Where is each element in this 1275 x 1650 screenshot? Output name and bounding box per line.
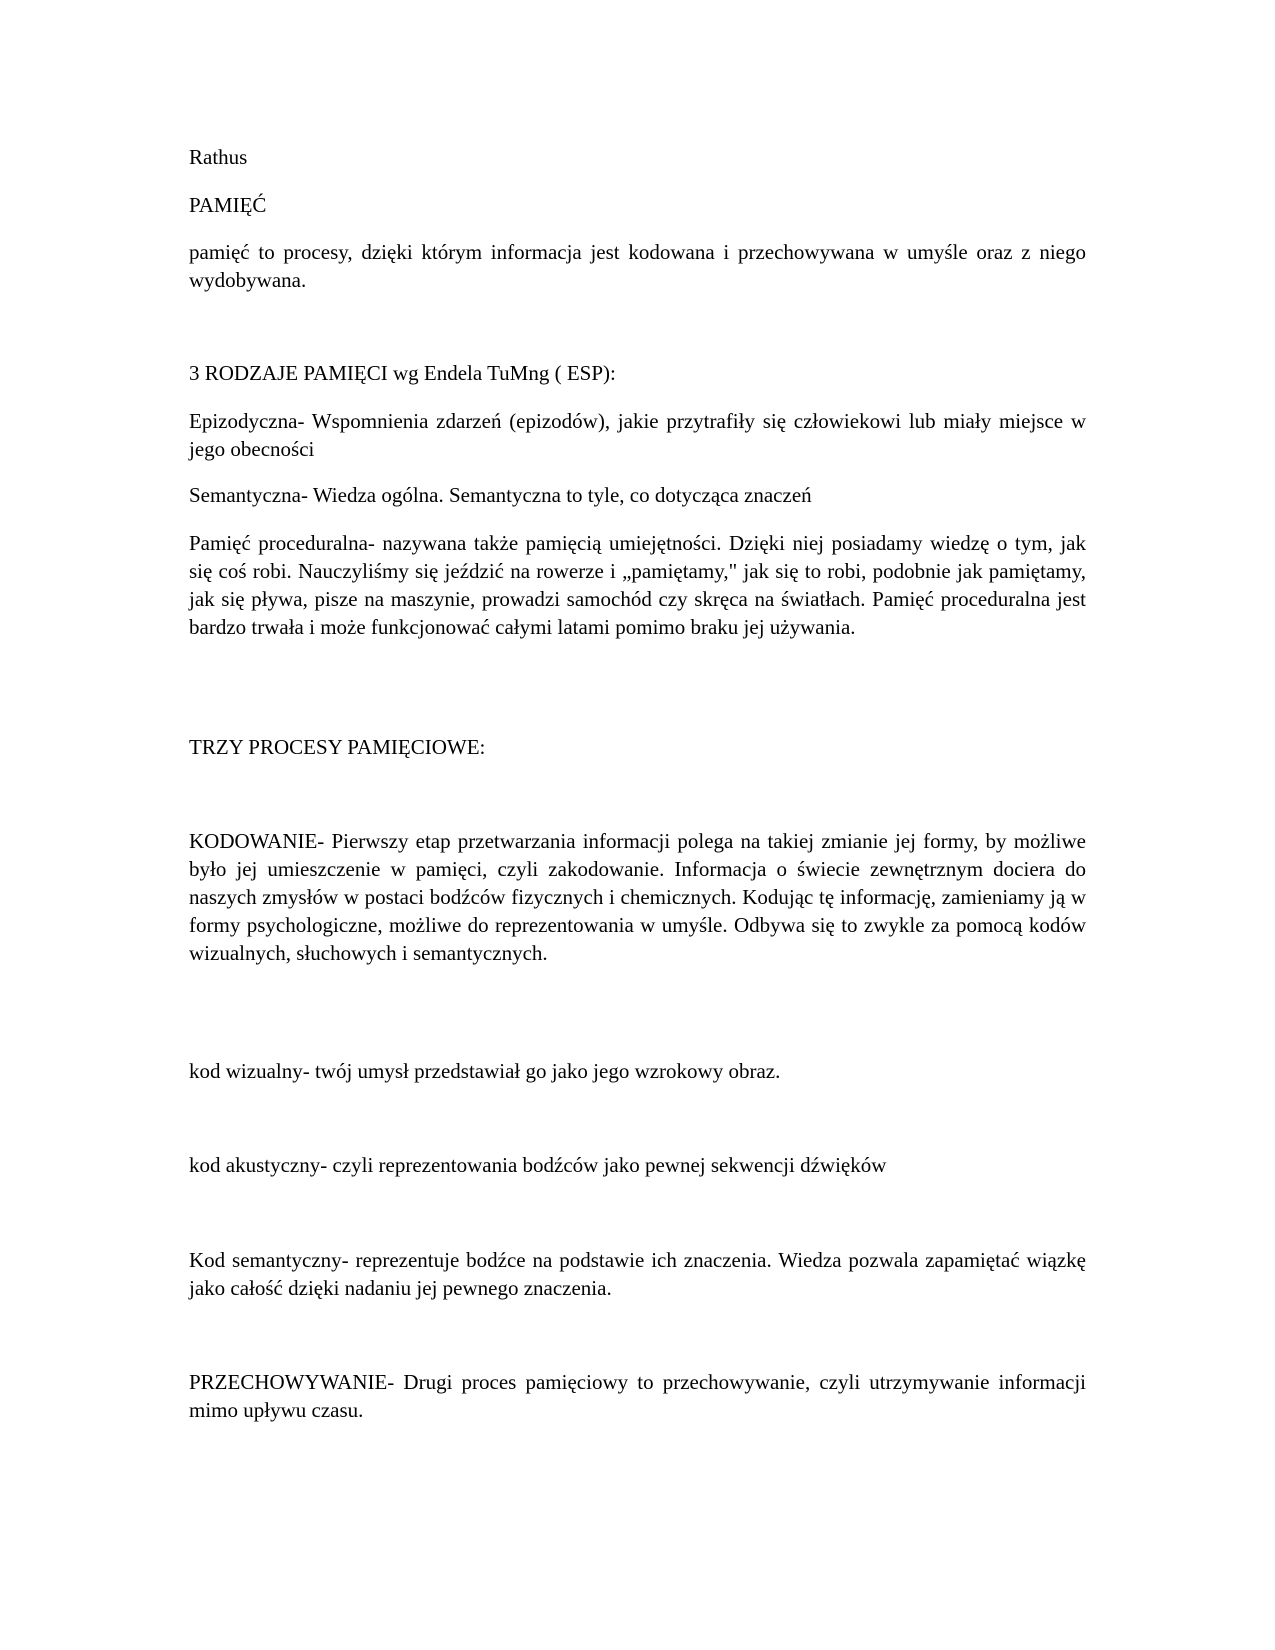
procedural-paragraph: Pamięć proceduralna- nazywana także pamięcią umiejętności. Dzięki niej posiadamy wiedzę o tym, jak się coś robi. Nauczyliśmy się jeździć na rowerze i „pamiętamy," jak się to robi, podobnie jak pamiętamy, jak się pływa, pisze na maszynie, prowadzi samochód czy skręca na światłach. Pamięć proceduralna jest bardzo trwała i może funkcjonować całymi latami pomimo braku jej używania. — [189, 531, 1086, 639]
visual-code-paragraph: kod wizualny- twój umysł przedstawiał go jako jego wzrokowy obraz. — [189, 1059, 781, 1083]
acoustic-code-paragraph: kod akustyczny- czyli reprezentowania bodźców jako pewnej sekwencji dźwięków — [189, 1153, 887, 1177]
memory-processes-heading: TRZY PROCESY PAMIĘCIOWE: — [189, 735, 486, 759]
semantic-code-paragraph: Kod semantyczny- reprezentuje bodźce na podstawie ich znaczenia. Wiedza pozwala zapamiętać wiązkę jako całość dzięki nadaniu jej pewnego znaczenia. — [189, 1248, 1086, 1300]
author-line: Rathus — [189, 145, 248, 169]
document-title: PAMIĘĆ — [189, 193, 267, 217]
memory-types-heading: 3 RODZAJE PAMIĘCI wg Endela TuMng ( ESP): — [189, 361, 616, 385]
definition-paragraph: pamięć to procesy, dzięki którym informacja jest kodowana i przechowywana w umyśle oraz z niego wydobywana. — [189, 240, 1086, 292]
episodic-paragraph: Epizodyczna- Wspomnienia zdarzeń (epizodów), jakie przytrafiły się człowiekowi lub miały miejsce w jego obecności — [189, 409, 1086, 461]
semantic-paragraph: Semantyczna- Wiedza ogólna. Semantyczna to tyle, co dotycząca znaczeń — [189, 483, 812, 507]
storage-paragraph: PRZECHOWYWANIE- Drugi proces pamięciowy to przechowywanie, czyli utrzymywanie informacji mimo upływu czasu. — [189, 1370, 1086, 1422]
encoding-paragraph: KODOWANIE- Pierwszy etap przetwarzania informacji polega na takiej zmianie jej formy, by możliwe było jej umieszczenie w pamięci, czyli zakodowanie. Informacja o świecie zewnętrznym dociera do naszych zmysłów w postaci bodźców fizycznych i chemicznych. Kodując tę informację, zamieniamy ją w formy psychologiczne, możliwe do reprezentowania w umyśle. Odbywa się to zwykle za pomocą kodów wizualnych, słuchowych i semantycznych. — [189, 829, 1086, 965]
